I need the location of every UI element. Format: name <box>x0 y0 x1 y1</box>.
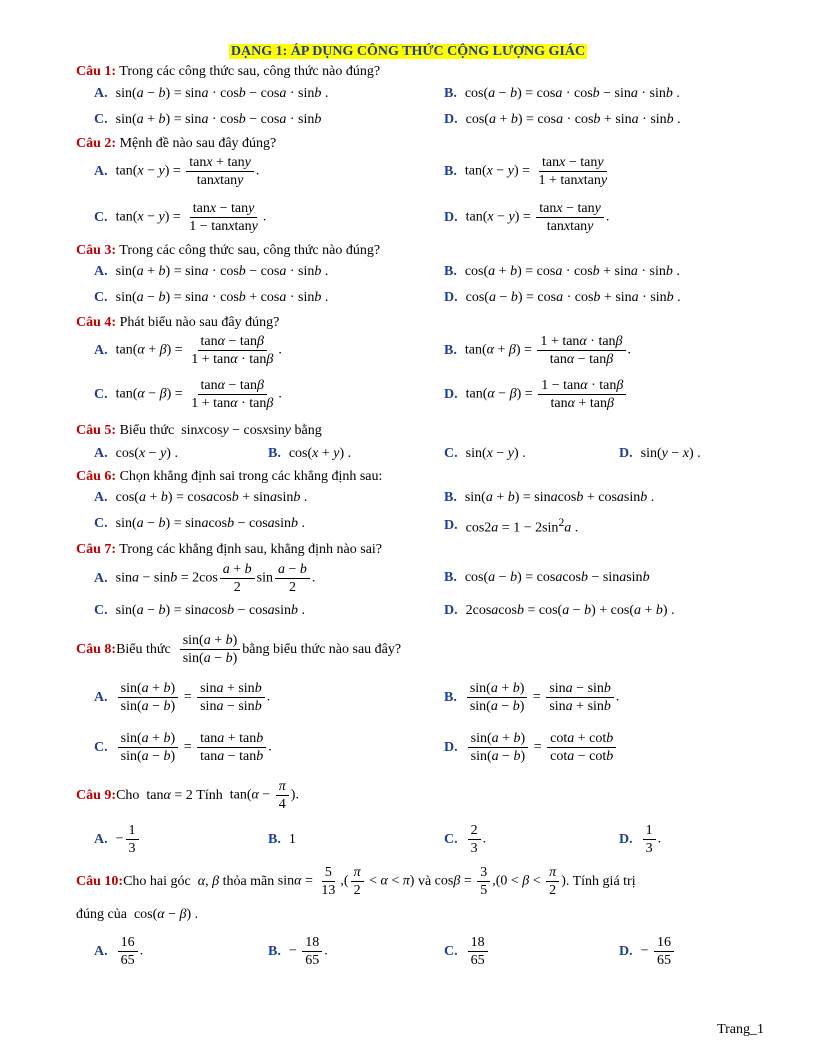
question-4: Câu 4: Phát biểu nào sau đây đúng? <box>76 315 280 330</box>
q2-option-a: A. tan(x − y) = $\frac{\tan x + \tan y}{\text{tanxtany}}$ . <box>94 155 260 188</box>
q5-option-b: B. cos(x + y) . <box>268 446 352 461</box>
q10-option-b: B. − $\frac{18}{65}$ . <box>268 935 328 968</box>
q8-option-a: A. $\frac{\sin(a + b)}{\sin(a - b)}$ = $\frac{\sin a + \sin b}{\sin a - \sin b}$ . <box>94 681 271 714</box>
q3-option-c: C. sin(a − b) = sina · cosb + cosa · sinb . <box>94 290 329 305</box>
q9-option-b: B. 1 <box>268 832 296 847</box>
q6-option-d: D. $\cos 2a = 1 - 2\sin^2a$ . <box>444 516 579 536</box>
q10-option-c: C. $\frac{18}{65}$ <box>444 934 490 969</box>
q10-option-a: A. $\frac{16}{65}$ . <box>94 935 144 968</box>
q1-option-c: C. sin(a + b) = sina · cosb − cosa · sinb <box>94 112 322 127</box>
q4-option-b: B. tan(α + β) = $\frac{1 + \tan\alpha \cdot \tan\beta}{\tan\alpha - \tan\beta}$ . <box>444 334 632 367</box>
q8-option-c: C. $\frac{\sin(a + b)}{\sin(a - b)}$ = $\frac{\tan a + \tan b}{\tan a - \tan b}$ . <box>94 731 272 764</box>
question-9: Câu 9: Cho tanα = 2 Tính tan(α − $\frac{\pi}{4}$ ). <box>76 779 299 812</box>
q5-option-c: C. sin(x − y) . <box>444 446 526 461</box>
q4-option-c: C. tan(α − β) = $\frac{\tan\alpha - \tan\beta}{1 + \tan\alpha \cdot \tan\beta}$ . <box>94 378 282 411</box>
q2-option-d: D. tan(x − y) = $\frac{\tan x - \tan y}{\text{tanxtany}}$ . <box>444 201 610 234</box>
question-2: Câu 2: Mệnh đề nào sau đây đúng? <box>76 136 277 151</box>
q9-option-c: C. $\frac{2}{3}$ . <box>444 823 487 856</box>
question-1: Câu 1: Trong các công thức sau, công thức nào đúng? <box>76 64 381 79</box>
q8-option-d: D. $\frac{\sin(a + b)}{\sin(a - b)}$ = $\frac{\cot a + \cot b}{\cot a - \cot b}$ <box>444 730 618 765</box>
q7-option-b: B. cos(a − b) = cosacosb − sinasinb <box>444 570 650 585</box>
q3-option-b: B. cos(a + b) = cosa · cosb + sina · sinb . <box>444 264 680 279</box>
q1-option-a: A. sin(a − b) = sina · cosb − cosa · sinb . <box>94 86 329 101</box>
question-5: Câu 5: Biểu thức sinxcosy − cosxsiny bằng <box>76 423 322 438</box>
q4-option-a: A. tan(α + β) = $\frac{\tan\alpha - \tan\beta}{1 + \tan\alpha \cdot \tan\beta}$ . <box>94 334 282 367</box>
q3-option-d: D. cos(a − b) = cosa · cosb + sina · sinb . <box>444 290 681 305</box>
q4-option-d: D. tan(α − β) = $\frac{1 - \tan\alpha \cdot \tan\beta}{\tan\alpha + \tan\beta}$ <box>444 377 628 412</box>
q2-option-c: C. tan(x − y) = $\frac{\tan x - \tan y}{\text{1 − tanxtany}}$ . <box>94 201 267 234</box>
question-8: Câu 8: Biểu thức $\frac{\sin(a + b)}{\sin(a - b)}$ bằng biểu thức nào sau đây? <box>76 633 402 666</box>
q6-option-c: C. sin(a − b) = sinacosb − cosasinb . <box>94 516 306 531</box>
q5-option-a: A. cos(x − y) . <box>94 446 178 461</box>
question-10-line-2: đúng của cos(α − β) . <box>76 907 199 922</box>
q6-option-b: B. sin(a + b) = sinacosb + cosasinb . <box>444 490 655 505</box>
question-7: Câu 7: Trong các khẳng định sau, khẳng định nào sai? <box>76 542 383 557</box>
q9-option-a: A. − $\frac{1}{3}$ <box>94 822 141 857</box>
q6-option-a: A. cos(a + b) = cosacosb + sinasinb . <box>94 490 308 505</box>
q10-option-d: D. − $\frac{16}{65}$ <box>619 934 676 969</box>
question-10: Câu 10: Cho hai góc α, β thỏa mãn sinα = $\frac{5}{13}$ ,( $\frac{\pi}{2}$ < α < π) và cosβ = $\frac{3}{5}$ ,(0 < β < $\frac{\pi}{2}$ ) . Tính giá trị <box>76 865 636 898</box>
q9-option-d: D. $\frac{1}{3}$ . <box>619 823 662 856</box>
q7-option-c: C. sin(a − b) = sinacosb − cosasinb . <box>94 603 306 618</box>
q8-option-b: B. $\frac{\sin(a + b)}{\sin(a - b)}$ = $\frac{\sin a - \sin b}{\sin a + \sin b}$ . <box>444 681 620 714</box>
q3-option-a: A. sin(a + b) = sina · cosb − cosa · sinb . <box>94 264 329 279</box>
question-6: Câu 6: Chọn khẳng định sai trong các khẳng định sau: <box>76 469 383 484</box>
q7-option-a: A. sina − sinb = 2cos $\frac{a + b}{2}$ sin $\frac{a - b}{2}$ . <box>94 562 316 595</box>
q2-option-b: B. tan(x − y) = $\frac{\tan x - \tan y}{\text{1 + tanxtany}}$ <box>444 155 608 188</box>
section-title: DẠNG 1: ÁP DỤNG CÔNG THỨC CỘNG LƯỢNG GIÁC <box>230 44 586 59</box>
q5-option-d: D. sin(y − x) . <box>619 446 701 461</box>
q1-option-d: D. cos(a + b) = cosa · cosb + sina · sinb . <box>444 112 681 127</box>
q7-option-d: D. 2cosacosb = cos(a − b) + cos(a + b) . <box>444 603 675 618</box>
page-number: Trang_1 <box>717 1022 764 1037</box>
question-3: Câu 3: Trong các công thức sau, công thức nào đúng? <box>76 243 381 258</box>
q1-option-b: B. cos(a − b) = cosa · cosb − sina · sinb . <box>444 86 680 101</box>
